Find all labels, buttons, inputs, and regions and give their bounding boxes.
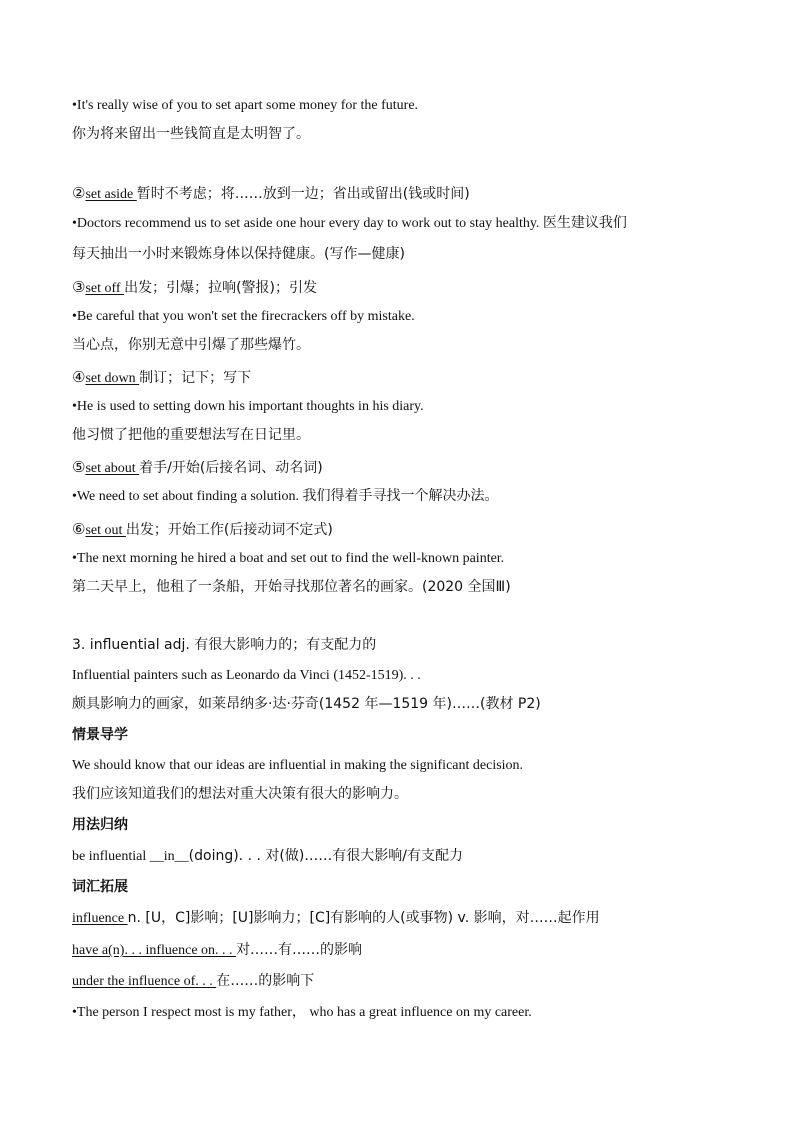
vocab-entry-under-the-influence-of: [72, 973, 314, 991]
example-sentence: •It's really wise of you to set apart some money for the future.: [72, 98, 419, 113]
phrase-definition: 制订；记下；写下: [139, 370, 252, 386]
phrase-entry-set-out: [72, 520, 333, 540]
vocab-definition: 对……有……的影响: [236, 942, 363, 958]
phrase-definition: 出发；开始工作(后接动词不定式): [125, 522, 333, 538]
usage-suffix: (doing). . . 对(做)……有很大影响/有支配力: [188, 848, 464, 864]
phrase-entry-set-off: [72, 278, 317, 298]
phrase-term: set off: [85, 281, 125, 296]
example-sentence: •The next morning he hired a boat and set out to find the well-known painter.: [72, 551, 505, 566]
item-number: ⑥: [72, 520, 86, 538]
section-heading-context: 情景导学: [72, 727, 128, 743]
phrase-definition: 着手/开始(后接名词、动名词): [139, 460, 323, 476]
example-sentence: •The person I respect most is my father， who has a great influence on my career.: [72, 1005, 532, 1020]
usage-blank: __in__: [149, 849, 189, 864]
section-heading-vocab: 词汇拓展: [72, 879, 128, 895]
example-translation: 每天抽出一小时来锻炼身体以保持健康。(写作—健康): [72, 246, 405, 262]
example-translation: 当心点，你别无意中引爆了那些爆竹。: [72, 337, 310, 353]
phrase-definition: 暂时不考虑；将……放到一边；省出或留出(钱或时间): [136, 186, 470, 202]
phrase-entry-set-down: [72, 368, 251, 388]
phrase-entry-set-about: [72, 458, 323, 478]
word-heading-influential: 3. influential adj. 有很大影响力的；有支配力的: [72, 637, 377, 653]
example-sentence: •He is used to setting down his important thoughts in his diary.: [72, 399, 424, 414]
example-sentence: •We need to set about finding a solution. 我们得着手寻找一个解决办法。: [72, 489, 499, 504]
item-number: ⑤: [72, 458, 86, 476]
phrase-term: set about: [85, 461, 140, 476]
example-translation: 他习惯了把他的重要想法写在日记里。: [72, 427, 310, 443]
phrase-term: set out: [85, 523, 126, 538]
phrase-term: set aside: [85, 187, 137, 202]
vocab-term: influence: [72, 911, 128, 926]
textbook-source-translation: 颇具影响力的画家，如莱昂纳多·达·芬奇(1452 年—1519 年)……(教材 P2): [72, 696, 541, 712]
section-heading-usage: 用法归纳: [72, 817, 128, 833]
example-translation: 我们应该知道我们的想法对重大决策有很大的影响力。: [72, 786, 408, 802]
textbook-source-sentence: Influential painters such as Leonardo da Vinci (1452-1519). . .: [72, 668, 421, 683]
phrase-entry-set-aside: [72, 184, 470, 204]
item-number: ③: [72, 278, 86, 296]
example-translation: 第二天早上，他租了一条船，开始寻找那位著名的画家。(2020 全国Ⅲ): [72, 579, 511, 595]
vocab-definition: 在……的影响下: [216, 973, 315, 989]
example-translation: 你为将来留出一些钱简直是太明智了。: [72, 126, 310, 142]
example-sentence: •Be careful that you won't set the firecrackers off by mistake.: [72, 309, 415, 324]
example-sentence: •Doctors recommend us to set aside one hour every day to work out to stay healthy. 医生建议我们: [72, 216, 627, 231]
vocab-term: have a(n). . . influence on. . .: [72, 943, 237, 958]
vocab-entry-have-influence-on: [72, 942, 362, 960]
phrase-definition: 出发；引爆；拉响(警报)；引发: [124, 280, 318, 296]
usage-pattern: [72, 848, 463, 866]
vocab-definition: n. [U，C]影响；[U]影响力；[C]有影响的人(或事物) v. 影响，对……起作用: [127, 910, 600, 926]
vocab-entry-influence: [72, 910, 600, 928]
usage-prefix: be influential: [72, 849, 150, 864]
example-sentence: We should know that our ideas are influential in making the significant decision.: [72, 758, 524, 773]
item-number: ②: [72, 184, 86, 202]
item-number: ④: [72, 368, 86, 386]
phrase-term: set down: [85, 371, 140, 386]
vocab-term: under the influence of. . .: [72, 974, 217, 989]
